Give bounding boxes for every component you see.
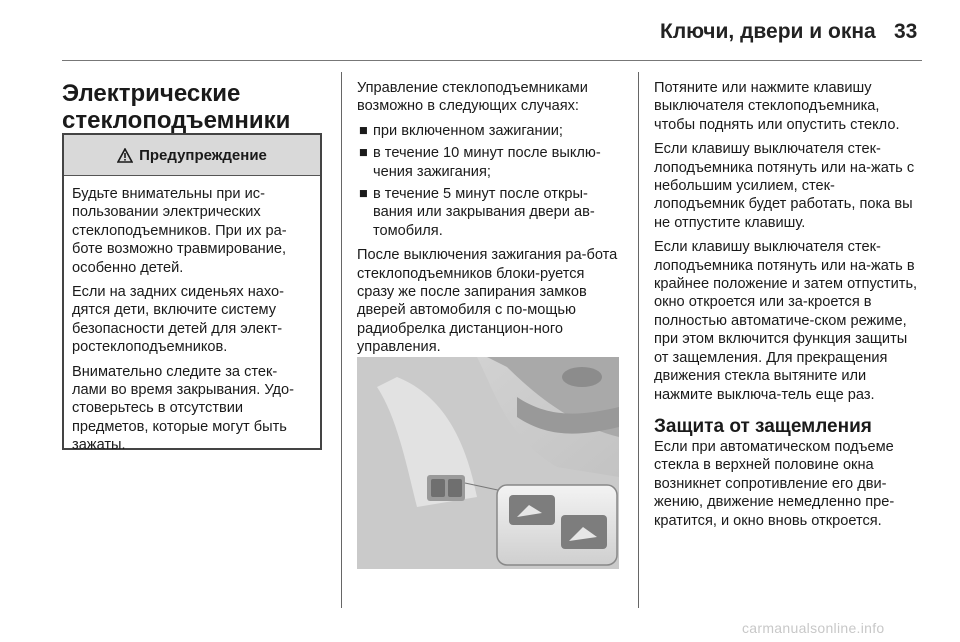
column-divider-right bbox=[638, 72, 639, 608]
subsection-paragraph: Если при автоматическом подъеме стекла в верхней половине окна возникнет сопротивление его дви-жению, движение немедленно пре-кратится, и окно вновь откроется. bbox=[654, 438, 895, 529]
bullet-square: ■ bbox=[359, 145, 368, 162]
right-paragraph: Потяните или нажмите клавишу выключателя стеклоподъемника, чтобы поднять или опустить стекло. bbox=[654, 80, 900, 133]
middle-intro: Управление стеклоподъемниками возможно в следующих случаях: bbox=[357, 80, 588, 115]
window-switch-photo bbox=[357, 357, 619, 569]
warning-paragraph: Если на задних сиденьях нахо-дятся дети, включите систему безопасности детей для элект-ростеклоподъемников. bbox=[72, 284, 284, 356]
list-item: ■ при включенном зажигании; bbox=[359, 122, 563, 139]
warning-triangle-icon bbox=[117, 148, 133, 163]
warning-paragraph: Внимательно следите за стек-лами во время закрывания. Удо-стоверьтесь в отсутствии предметов, которые могут быть зажаты. bbox=[72, 363, 294, 454]
right-column bbox=[654, 79, 924, 536]
middle-column bbox=[357, 79, 625, 363]
header-rule bbox=[62, 60, 922, 61]
column-divider-left bbox=[341, 72, 342, 608]
page-number: 33 bbox=[894, 20, 918, 43]
warning-header bbox=[64, 135, 320, 176]
watermark: carmanualsonline.info bbox=[742, 620, 885, 636]
warning-paragraph: Будьте внимательны при ис-пользовании электрических стеклоподъемников. При их ра-боте возможно травмирование, особенно детей. bbox=[72, 186, 287, 276]
section-title-line2: стеклоподъемники bbox=[62, 107, 291, 134]
list-item: ■ в течение 5 минут после откры-вания или закрывания двери ав-томобиля. bbox=[359, 186, 595, 239]
section-title-line1: Электрические bbox=[62, 80, 241, 107]
list-item: ■ в течение 10 минут после выклю-чения зажигания; bbox=[359, 145, 601, 180]
warning-box bbox=[62, 133, 322, 454]
door-panel-illustration bbox=[357, 357, 619, 569]
bullet-square: ■ bbox=[359, 122, 368, 139]
right-paragraph: Если клавишу выключателя стек-лоподъемника потянуть или на-жать с небольшим усилием, стек-лоподъемник будет работать, пока вы не отпустите клавишу. bbox=[654, 141, 915, 231]
right-paragraph: Если клавишу выключателя стек-лоподъемника потянуть или на-жать в крайнее положение и затем отпустить, окно откроется или за-кроется в полностью автоматиче-ском режиме, при этом включится функция защиты от защемления. Для прекращения движения стекла вытяните или нажмите выключа-тель еще раз. bbox=[654, 239, 918, 403]
warning-heading: Предупреждение bbox=[139, 146, 267, 164]
section-title bbox=[62, 80, 322, 134]
warning-body bbox=[64, 176, 320, 455]
subsection-title: Защита от защемления bbox=[654, 415, 872, 437]
bullet-square: ■ bbox=[359, 186, 368, 203]
condition-list bbox=[357, 122, 625, 240]
middle-after-text: После выключения зажигания ра-бота стеклоподъемников блоки-руется сразу же после запирания замков дверей автомобиля с по-мощью радиобрелка дистанцион-ного управления. bbox=[357, 247, 618, 356]
running-header-title: Ключи, двери и окна bbox=[660, 20, 876, 43]
